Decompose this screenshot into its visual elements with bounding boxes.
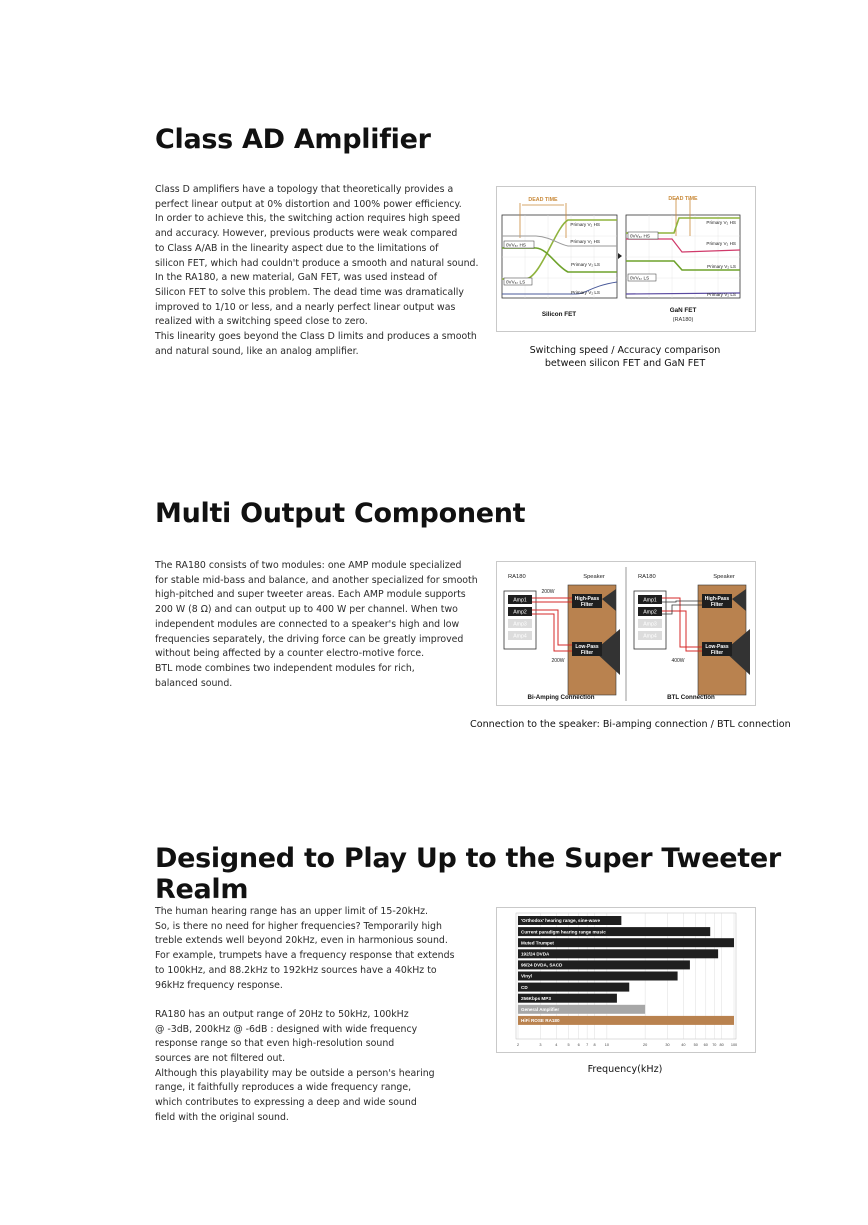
- caption-line: Frequency(kHz): [587, 1064, 663, 1075]
- body-line: 200 W (8 Ω) and can output up to 400 W per channel. When two: [155, 604, 458, 616]
- frequency-chart: [496, 907, 756, 1053]
- body-line: BTL mode combines two independent modules for rich,: [155, 662, 415, 674]
- body-line: So, is there no need for higher frequencies? Temporarily high: [155, 920, 442, 932]
- section-body-class-ad: [155, 183, 478, 359]
- silicon-label-4: Primary V₂ LS: [571, 290, 600, 295]
- speaker-label-left: Speaker: [583, 574, 605, 580]
- x-tick-label: 5: [567, 1043, 570, 1047]
- hpf-right-l2: Filter: [710, 602, 724, 608]
- body-line: @ -3dB, 200kHz @ -6dB : designed with wide frequency: [155, 1023, 418, 1035]
- section-heading-class-ad: Class AD Amplifier: [155, 124, 431, 155]
- section-body-super-tweeter: [155, 905, 454, 1126]
- lpf-right-l1: Low-Pass: [705, 644, 729, 650]
- amp3-right-label: Amp3: [643, 621, 657, 628]
- connection-svg: [496, 561, 756, 706]
- bar-label: General Amplifier: [521, 1007, 560, 1012]
- body-line: to Class A/AB in the linearity aspect due to the limitations of: [155, 242, 439, 254]
- w200-top-left: 200W: [541, 589, 555, 595]
- silicon-label-3: Primary V₂ LS: [571, 262, 600, 267]
- bar-label: 192/24 DVDA: [521, 951, 550, 957]
- body-line: and natural sound, like an analog amplifier.: [155, 345, 359, 357]
- body-line: without being affected by a counter electro-motive force.: [155, 648, 425, 660]
- bar-label: Current paradigm hearing range music: [521, 929, 606, 935]
- body-line: for stable mid-bass and balance, and another specialized for smooth: [155, 574, 478, 586]
- lpf-left-l2: Filter: [580, 650, 594, 656]
- body-line: Class D amplifiers have a topology that theoretically provides a: [155, 184, 454, 195]
- body-line: high-pitched and super tweeter areas. Each AMP module supports: [155, 589, 466, 601]
- x-tick-label: 6: [577, 1043, 580, 1047]
- bar-label: Vinyl: [521, 973, 532, 979]
- ra180-label-right: RA180: [638, 574, 656, 580]
- btl-title: BTL Connection: [667, 694, 715, 701]
- caption-line: Connection to the speaker: Bi-amping connection / BTL connection: [470, 719, 791, 730]
- body-line: frequencies separately, the driving force can be greatly improved: [155, 633, 464, 645]
- x-tick-label: 100: [730, 1043, 738, 1047]
- body-line: independent modules are connected to a speaker's high and low: [155, 618, 460, 630]
- body-line: RA180 has an output range of 20Hz to 50kHz, 100kHz: [155, 1008, 409, 1020]
- body-line: realized with a switching speed close to zero.: [155, 316, 368, 328]
- gan-label-1: Primary V₂ HS: [706, 220, 736, 225]
- x-tick-label: 8: [593, 1043, 596, 1047]
- body-line: which contributes to expressing a deep and wide sound: [155, 1097, 417, 1109]
- silicon-label-2: Primary V₂ HS: [570, 239, 600, 244]
- body-line: The human hearing range has an upper limit of 15-20kHz.: [155, 906, 429, 917]
- x-tick-label: 50: [693, 1043, 698, 1047]
- amp2-left-label: Amp2: [513, 609, 527, 616]
- frequency-caption: [500, 1063, 750, 1076]
- body-line: In the RA180, a new material, GaN FET, was used instead of: [155, 272, 438, 284]
- connection-figure-caption: [470, 718, 791, 731]
- bar-label: HiFi ROSE RA180: [521, 1018, 560, 1024]
- x-tick-label: 70: [712, 1043, 717, 1047]
- body-line: 96kHz frequency response.: [155, 979, 283, 991]
- bar-label: CD: [521, 984, 528, 990]
- silicon-fet-label: Silicon FET: [541, 311, 577, 318]
- hpf-right-l1: High-Pass: [704, 596, 730, 602]
- amp4-left-label: Amp4: [513, 633, 527, 640]
- lpf-right-l2: Filter: [710, 650, 724, 656]
- silicon-marker-ls-text: 0VV₆ₛ LS: [506, 279, 526, 285]
- body-line: field with the original sound.: [155, 1111, 289, 1123]
- lpf-left-l1: Low-Pass: [575, 644, 599, 650]
- body-line: sources are not filtered out.: [155, 1053, 286, 1065]
- x-tick-label: 7: [586, 1043, 589, 1047]
- body-line: Silicon FET to solve this problem. The dead time was dramatically: [155, 286, 464, 298]
- dead-time-label-right: DEAD TIME: [668, 196, 698, 202]
- connection-figure: [496, 561, 756, 706]
- x-tick-label: 30: [665, 1043, 670, 1047]
- body-line: balanced sound.: [155, 677, 233, 689]
- x-tick-label: 3: [539, 1043, 542, 1047]
- bar-label: 'Orthodox' hearing range, sine-wave: [521, 918, 601, 924]
- bi-amping-title: Bi-Amping Connection: [527, 694, 595, 701]
- w200-bottom-left: 200W: [551, 658, 565, 664]
- silicon-label-1: Primary V₂ HS: [570, 222, 600, 227]
- gan-marker-hs-text: 0VV₆ₛ HS: [630, 233, 650, 239]
- x-tick-label: 20: [643, 1043, 648, 1047]
- body-line: [155, 993, 454, 1008]
- body-line: silicon FET, which had couldn't produce a smooth and natural sound.: [155, 257, 479, 269]
- gan-fet-label: GaN FET: [669, 307, 697, 314]
- fet-comparison-figure: [496, 186, 756, 332]
- w400-label: 400W: [671, 658, 685, 664]
- fet-figure-caption: [500, 344, 750, 370]
- amp1-left-label: Amp1: [513, 597, 527, 604]
- body-line: response range so that even high-resolution sound: [155, 1038, 395, 1050]
- body-line: In order to achieve this, the switching action requires high speed: [155, 213, 461, 225]
- body-line: Although this playability may be outside a person's hearing: [155, 1067, 435, 1079]
- hpf-left-l2: Filter: [580, 602, 594, 608]
- caption-line: Switching speed / Accuracy comparison: [529, 345, 721, 356]
- body-line: range, it faithfully reproduces a wide frequency range,: [155, 1082, 412, 1094]
- body-line: treble extends well beyond 20kHz, even in harmonious sound.: [155, 935, 448, 947]
- x-tick-label: 40: [681, 1043, 686, 1047]
- amp3-left-label: Amp3: [513, 621, 527, 628]
- section-heading-multi-output: Multi Output Component: [155, 498, 526, 529]
- body-line: This linearity goes beyond the Class D limits and produces a smooth: [155, 331, 477, 343]
- amp4-right-label: Amp4: [643, 633, 657, 640]
- body-line: The RA180 consists of two modules: one AMP module specialized: [155, 560, 462, 571]
- gan-marker-ls-text: 0VV₆ₛ LS: [630, 275, 650, 281]
- section-body-multi-output: [155, 559, 478, 691]
- silicon-scope-screen: [502, 215, 617, 298]
- speaker-label-right: Speaker: [713, 574, 735, 580]
- caption-line: between silicon FET and GaN FET: [544, 358, 706, 369]
- ra180-label-left: RA180: [508, 574, 526, 580]
- gan-fet-sublabel: (RA180): [672, 317, 694, 323]
- silicon-marker-hs-text: 0VV₆ₛ HS: [506, 242, 526, 248]
- fet-comparison-svg: [496, 186, 756, 332]
- gan-label-4: Primary V₂ LS: [707, 292, 736, 297]
- body-line: improved to 1/10 or less, and a nearly perfect linear output was: [155, 301, 456, 313]
- section-heading-super-tweeter: Designed to Play Up to the Super Tweeter Realm: [155, 843, 781, 905]
- dead-time-label-left: DEAD TIME: [528, 197, 558, 203]
- x-tick-label: 60: [703, 1043, 708, 1047]
- gan-scope-screen: [626, 215, 740, 298]
- amp2-right-label: Amp2: [643, 609, 657, 616]
- gan-label-2: Primary V₂ HS: [706, 241, 736, 246]
- frequency-chart-svg: [496, 907, 756, 1053]
- body-line: perfect linear output at 0% distortion and 100% power efficiency.: [155, 198, 462, 210]
- bar-label: 96/24 DVDA, SACD: [521, 962, 563, 968]
- x-tick-label: 4: [555, 1043, 558, 1047]
- x-tick-label: 10: [604, 1043, 609, 1047]
- body-line: For example, trumpets have a frequency response that extends: [155, 950, 455, 962]
- x-tick-label: 2: [516, 1043, 520, 1047]
- hpf-left-l1: High-Pass: [574, 596, 600, 602]
- bar: [518, 972, 678, 981]
- body-line: and accuracy. However, previous products were weak compared: [155, 228, 458, 240]
- bar-label: Muted Trumpet: [521, 940, 554, 946]
- bar: [518, 983, 629, 992]
- amp1-right-label: Amp1: [643, 597, 657, 604]
- gan-label-3: Primary V₂ LS: [707, 264, 736, 269]
- x-tick-label: 80: [719, 1043, 724, 1047]
- bar-label: 256Kbps MP3: [521, 995, 551, 1001]
- body-line: to 100kHz, and 88.2kHz to 192kHz sources have a 40kHz to: [155, 964, 437, 976]
